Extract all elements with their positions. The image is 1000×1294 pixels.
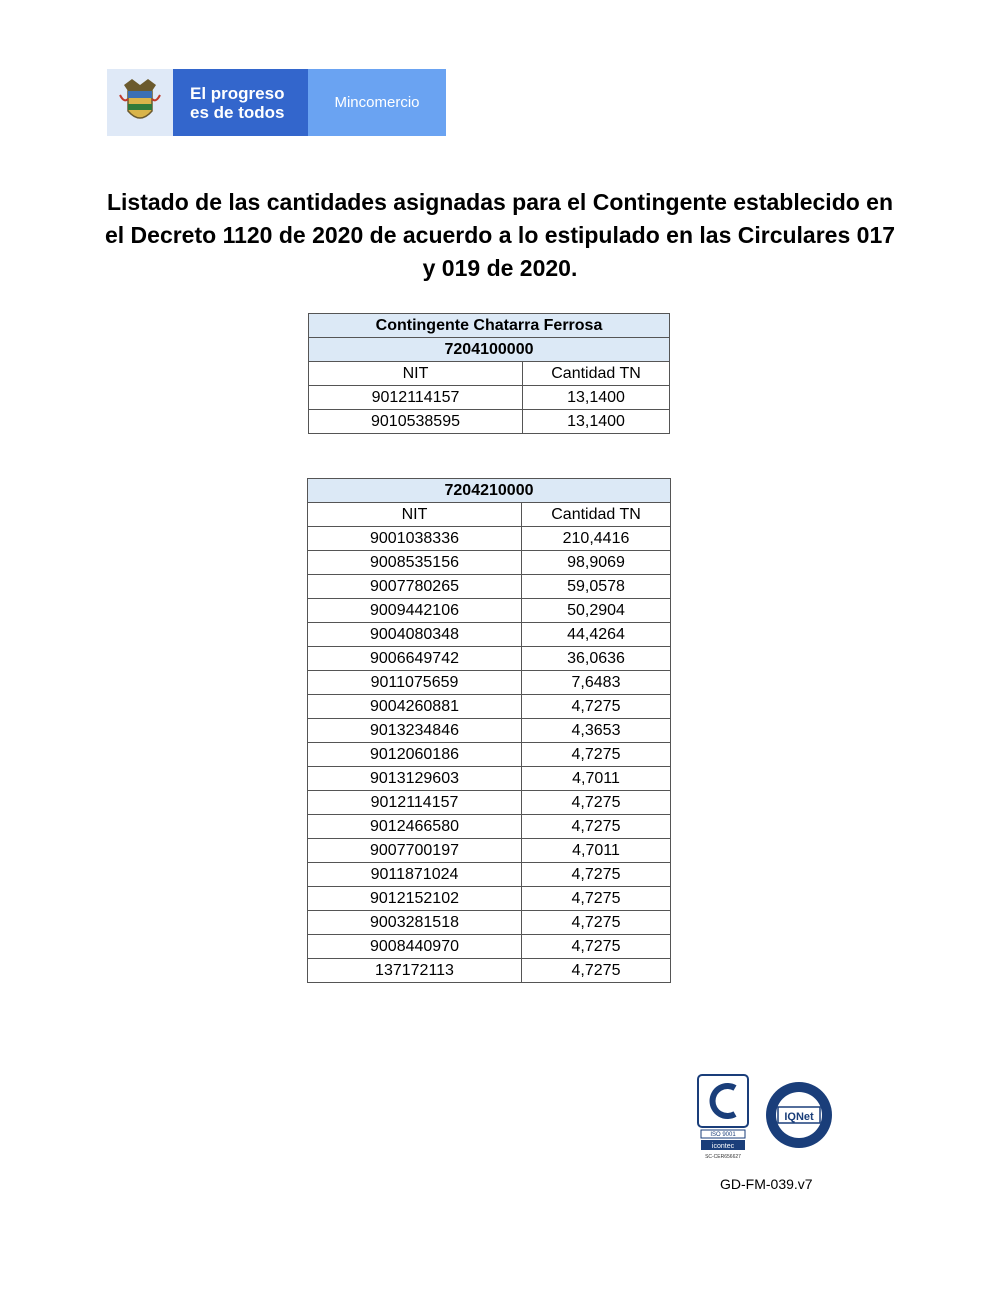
document-code: GD-FM-039.v7 bbox=[720, 1176, 813, 1192]
cantidad-cell: 4,7275 bbox=[522, 935, 671, 959]
cantidad-cell: 4,7275 bbox=[522, 887, 671, 911]
cantidad-cell: 4,7275 bbox=[522, 959, 671, 983]
table-row bbox=[309, 410, 670, 434]
table-row bbox=[308, 935, 671, 959]
nit-cell: 9004080348 bbox=[308, 623, 522, 647]
table-row bbox=[308, 887, 671, 911]
table-row bbox=[308, 815, 671, 839]
table-row bbox=[308, 719, 671, 743]
table-row bbox=[308, 839, 671, 863]
cantidad-cell: 210,4416 bbox=[522, 527, 671, 551]
cantidad-cell: 4,7275 bbox=[522, 791, 671, 815]
logo-ministry: Mincomercio bbox=[308, 69, 446, 136]
logo-slogan-line1: El progreso bbox=[190, 83, 285, 103]
logo-slogan-line2: es de todos bbox=[190, 102, 285, 122]
cantidad-cell: 50,2904 bbox=[522, 599, 671, 623]
table-row bbox=[308, 671, 671, 695]
header-logo bbox=[107, 69, 446, 136]
cantidad-cell: 7,6483 bbox=[522, 671, 671, 695]
iqnet-certification-logo bbox=[764, 1080, 834, 1155]
cantidad-cell: 4,7275 bbox=[522, 911, 671, 935]
icontec-name-label: icontec bbox=[711, 1143, 735, 1150]
nit-cell: 9012114157 bbox=[309, 386, 523, 410]
cantidad-cell: 4,7011 bbox=[522, 839, 671, 863]
nit-cell: 9013129603 bbox=[308, 767, 522, 791]
cantidad-cell: 4,7275 bbox=[522, 743, 671, 767]
cantidad-cell: 13,1400 bbox=[523, 386, 670, 410]
table2-col-cantidad: Cantidad TN bbox=[522, 503, 671, 527]
table-row bbox=[308, 695, 671, 719]
icontec-certification-logo bbox=[697, 1074, 749, 1165]
table-row bbox=[308, 551, 671, 575]
table1-title: Contingente Chatarra Ferrosa bbox=[309, 314, 670, 338]
page-title bbox=[90, 186, 910, 285]
table-chatarra-ferrosa bbox=[308, 313, 670, 434]
cantidad-cell: 36,0636 bbox=[522, 647, 671, 671]
coat-of-arms-icon bbox=[107, 69, 173, 136]
icontec-code-label: SC-CER656627 bbox=[705, 1154, 741, 1160]
cantidad-cell: 98,9069 bbox=[522, 551, 671, 575]
logo-slogan bbox=[173, 69, 308, 136]
nit-cell: 9003281518 bbox=[308, 911, 522, 935]
table-row bbox=[308, 767, 671, 791]
nit-cell: 9012060186 bbox=[308, 743, 522, 767]
cantidad-cell: 4,7275 bbox=[522, 863, 671, 887]
table-row bbox=[308, 623, 671, 647]
table-row bbox=[308, 743, 671, 767]
table1-code: 7204100000 bbox=[309, 338, 670, 362]
cantidad-cell: 44,4264 bbox=[522, 623, 671, 647]
nit-cell: 9008440970 bbox=[308, 935, 522, 959]
table-row bbox=[308, 959, 671, 983]
table-row bbox=[308, 599, 671, 623]
cantidad-cell: 4,7011 bbox=[522, 767, 671, 791]
table-row bbox=[308, 911, 671, 935]
title-line1: Listado de las cantidades asignadas para el Contingente establecido en bbox=[106, 189, 894, 215]
table2-col-nit: NIT bbox=[308, 503, 522, 527]
table2-code: 7204210000 bbox=[308, 479, 671, 503]
nit-cell: 9012114157 bbox=[308, 791, 522, 815]
nit-cell: 9008535156 bbox=[308, 551, 522, 575]
cantidad-cell: 4,7275 bbox=[522, 815, 671, 839]
title-line2: el Decreto 1120 de 2020 de acuerdo a lo estipulado en las Circulares 017 bbox=[104, 222, 896, 248]
table-row bbox=[308, 647, 671, 671]
table1-col-nit: NIT bbox=[309, 362, 523, 386]
cantidad-cell: 13,1400 bbox=[523, 410, 670, 434]
nit-cell: 9011871024 bbox=[308, 863, 522, 887]
table-7204210000 bbox=[307, 478, 671, 983]
table-row bbox=[309, 386, 670, 410]
nit-cell: 9010538595 bbox=[309, 410, 523, 434]
nit-cell: 9012152102 bbox=[308, 887, 522, 911]
nit-cell: 9006649742 bbox=[308, 647, 522, 671]
nit-cell: 9001038336 bbox=[308, 527, 522, 551]
nit-cell: 9004260881 bbox=[308, 695, 522, 719]
nit-cell: 9013234846 bbox=[308, 719, 522, 743]
cantidad-cell: 4,3653 bbox=[522, 719, 671, 743]
icontec-iso-label: ISO 9001 bbox=[710, 1132, 736, 1138]
table-row bbox=[308, 791, 671, 815]
cantidad-cell: 59,0578 bbox=[522, 575, 671, 599]
nit-cell: 9009442106 bbox=[308, 599, 522, 623]
nit-cell: 9011075659 bbox=[308, 671, 522, 695]
nit-cell: 9007700197 bbox=[308, 839, 522, 863]
table-row bbox=[308, 575, 671, 599]
table1-col-cantidad: Cantidad TN bbox=[523, 362, 670, 386]
table-row bbox=[308, 527, 671, 551]
nit-cell: 9007780265 bbox=[308, 575, 522, 599]
iqnet-name-label: IQNet bbox=[784, 1111, 814, 1123]
nit-cell: 137172113 bbox=[308, 959, 522, 983]
cantidad-cell: 4,7275 bbox=[522, 695, 671, 719]
title-line3: y 019 de 2020. bbox=[422, 255, 578, 281]
nit-cell: 9012466580 bbox=[308, 815, 522, 839]
table-row bbox=[308, 863, 671, 887]
